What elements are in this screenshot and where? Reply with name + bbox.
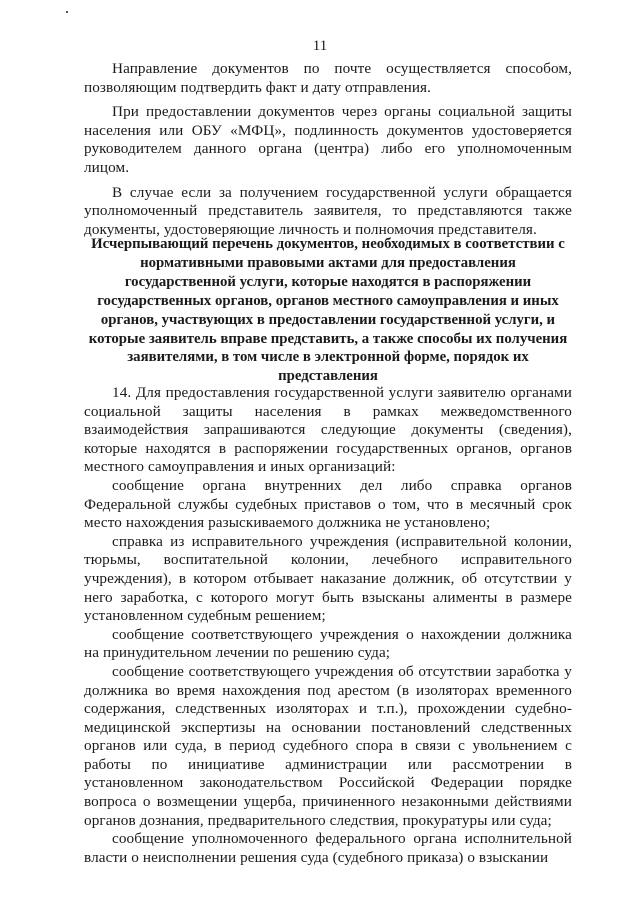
paragraph-item-14: 14. Для предоставления государственной услуги заявителю органами социальной защиты населения в рамках межведомственного взаимодействия запрашиваются следующие документы (сведения), которые находятся в распоряжении государственных органов, органов местного самоуправления и иных организаций: (84, 384, 572, 476)
paragraph-document-certification: При предоставлении документов через органы социальной защиты населения или ОБУ «МФЦ», подлинность документов удостоверяется руководителем данного органа (центра) либо его уполномоченным лицом. (84, 103, 572, 176)
paragraph-authorized-representative: В случае если за получением государственной услуги обращается уполномоченный представитель заявителя, то представляются также документы, удостоверяющие личность и полномочия представителя. (84, 183, 572, 238)
page-number: 11 (312, 38, 328, 54)
main-section (84, 384, 572, 867)
paragraph-mail-delivery: Направление документов по почте осуществляется способом, позволяющим подтвердить факт и дату отправления. (84, 60, 572, 96)
paragraph-compulsory-treatment: сообщение соответствующего учреждения о нахождении должника на принудительном лечении по решению суда; (84, 625, 572, 662)
paragraph-correctional-facility-certificate: справка из исправительного учреждения (исправительной колонии, тюрьмы, воспитательной колонии, лечебного исправительного учреждения), в котором отбывает наказание должник, об отсутствии у него заработка, с которого могут быть взысканы алименты в размере установленном судебным решением; (84, 532, 572, 625)
paragraph-federal-authority-report: сообщение уполномоченного федерального органа исполнительной власти о неисполнении решения суда (судебного приказа) о взыскании (84, 830, 572, 866)
paragraph-detention-earnings: сообщение соответствующего учреждения об отсутствии заработка у должника во время нахождения под арестом (в изоляторах временного содержания, следственных изоляторах и т.п.), прохождении судебно-медицинской экспертизы на основании постановлений следственных органов или суда, в период судебного спора в связи с увольнением с работы по инициативе администрации или рассмотрении в установленном законодательством Российской Федерации порядке вопроса о возмещении ущерба, причиненного незаконными действиями органов дознания, предварительного следствия, прокуратуры или суда; (84, 662, 572, 829)
paragraph-internal-affairs-report: сообщение органа внутренних дел либо справка органов Федеральной службы судебных приставов о том, что в месячный срок место нахождения разыскиваемого должника не установлено; (84, 476, 572, 532)
scan-speck (66, 11, 68, 13)
intro-section (84, 60, 572, 239)
section-heading: Исчерпывающий перечень документов, необходимых в соответствии с нормативными правовыми актами для предоставления государственной услуги, которые находятся в распоряжении государственных органов, органов местного самоуправления и иных органов, участвующих в предоставлении государственной услуги, и которые заявитель вправе представить, а также способы их получения заявителями, в том числе в электронной форме, порядок их представления (88, 236, 568, 385)
